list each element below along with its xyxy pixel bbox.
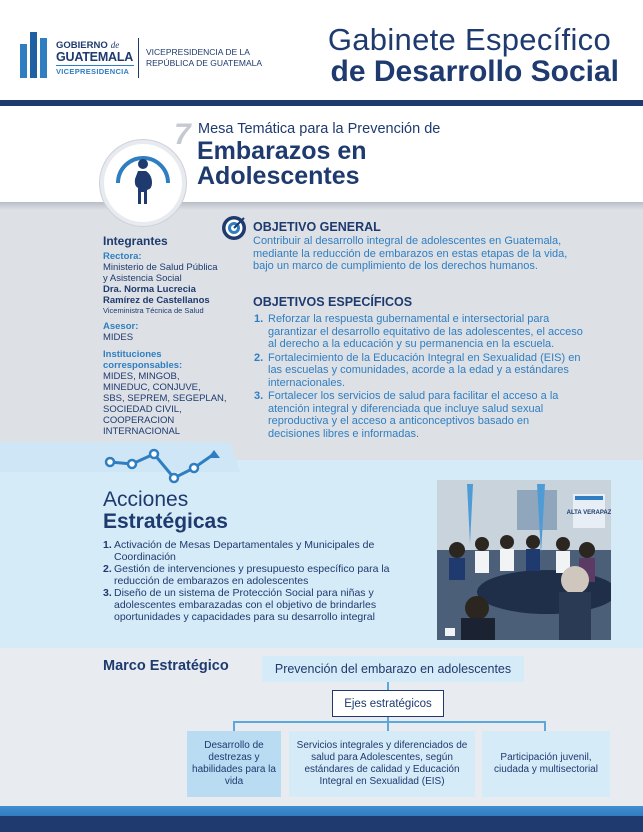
logo-de: de (110, 40, 120, 50)
topic-number: 7 (174, 118, 191, 151)
item-text: Gestión de intervenciones y presupuesto específico para la reducción de embarazos en adolescentes (114, 563, 390, 587)
list-item (254, 390, 584, 440)
government-logo (56, 40, 134, 76)
general-objective-text: Contribuir al desarrollo integral de adolescentes en Guatemala, mediante la reducción de embarazos en estas etapas de la vida, bajo un marco de cumplimiento de los derechos humanos. (253, 235, 568, 272)
institutions-line: INTERNACIONAL (103, 426, 181, 437)
vp-line2: REPÚBLICA DE GUATEMALA (146, 58, 263, 68)
actions-list (103, 539, 423, 623)
rector-role: Viceministra Técnica de Salud (103, 306, 204, 315)
actions-title-line1: Acciones (103, 488, 189, 511)
government-logo-icon (20, 32, 48, 78)
institutions-line: COOPERACION (103, 415, 175, 426)
members-heading: Integrantes (103, 234, 168, 248)
logo-divider (138, 38, 139, 78)
list-item (254, 352, 584, 390)
rector-line: Ministerio de Salud Pública (103, 262, 218, 273)
trend-chart-icon (104, 448, 224, 488)
vp-line1: VICEPRESIDENCIA DE LA (146, 47, 250, 57)
institutions-label-line: corresponsables: (103, 360, 183, 371)
logo-line3: VICEPRESIDENCIA (56, 65, 134, 76)
framework-box: Participación juvenil, ciudada y multisectorial (482, 731, 610, 797)
list-item (103, 587, 423, 623)
item-number: 1. (254, 313, 264, 325)
connector-line (233, 721, 546, 723)
topic-title (197, 139, 367, 189)
header (0, 0, 643, 103)
framework-axes: Ejes estratégicos (332, 690, 444, 717)
actions-title-line2: Estratégicas (103, 510, 228, 533)
institutions-label (103, 349, 233, 371)
rector-line: y Asistencia Social (103, 273, 182, 284)
footer-bar (0, 806, 643, 832)
advisor-value: MIDES (103, 332, 134, 343)
page-title-line2: de Desarrollo Social (330, 55, 619, 88)
framework-root: Prevención del embarazo en adolescentes (262, 656, 524, 682)
institutions-line: SOCIEDAD CIVIL, (103, 404, 182, 415)
item-number: 3. (254, 390, 264, 402)
list-item (103, 539, 423, 563)
vicepresidency-label (146, 47, 276, 69)
specific-objectives-title: OBJETIVOS ESPECÍFICOS (253, 295, 413, 309)
connector-line (233, 721, 235, 731)
framework-box: Desarrollo de destrezas y habilidades para la vida (187, 731, 281, 797)
connector-line (387, 682, 389, 690)
meeting-photo (437, 480, 611, 640)
advisor-label: Asesor: (103, 321, 139, 332)
institutions-line: MIDES, MINGOB, (103, 371, 180, 382)
list-item (103, 563, 423, 587)
institutions-line: SBS, SEPREM, SEGEPLAN, (103, 393, 227, 404)
rector-label: Rectora: (103, 251, 142, 262)
list-item (254, 313, 584, 351)
framework-box: Servicios integrales y diferenciados de salud para Adolescentes, según estándares de calidad y Educación Integral en Sexualidad (EIS) (289, 731, 475, 797)
item-text: Reforzar la respuesta gubernamental e intersectorial para garantizar el desarrollo equitativo de las adolescentes, el acceso al derecho a la educación y su permanencia en la escuela. (268, 313, 583, 350)
topic-title-line1: Embarazos en (197, 137, 367, 165)
institutions-label-line: Instituciones (103, 349, 162, 360)
rector-person-line: Ramírez de Castellanos (103, 295, 210, 306)
specific-objectives-list (254, 313, 584, 441)
institutions-line: MINEDUC, CONJUVE, (103, 382, 201, 393)
pregnant-woman-icon (100, 140, 186, 226)
item-number: 1. (103, 539, 112, 551)
item-number: 3. (103, 587, 112, 599)
item-number: 2. (103, 563, 112, 575)
photo-banner-text: ALTA VERAPAZ (566, 510, 611, 516)
item-number: 2. (254, 351, 264, 364)
logo-line2: GUATEMALA (56, 50, 134, 64)
item-text: Diseño de un sistema de Protección Social para niñas y adolescentes embarazadas con el objetivo de brindarles oportunidades y capacidades para su desarrollo integral (114, 587, 377, 623)
connector-line (544, 721, 546, 731)
rector-person-line: Dra. Norma Lucrecia (103, 284, 196, 295)
topic-title-line2: Adolescentes (197, 162, 360, 190)
page-title-line1: Gabinete Específico (327, 22, 611, 57)
framework-title: Marco Estratégico (103, 658, 229, 674)
item-text: Fortalecimiento de la Educación Integral en Sexualidad (EIS) en las escuelas y comunidades, acorde a la edad y a estándares internacionales. (268, 351, 581, 389)
connector-line (387, 721, 389, 731)
members-list (103, 234, 233, 437)
item-text: Activación de Mesas Departamentales y Municipales de Coordinación (114, 539, 375, 563)
general-objective-title: OBJETIVO GENERAL (253, 220, 381, 234)
topic-subtitle: Mesa Temática para la Prevención de (198, 121, 441, 137)
logo-line1: GOBIERNO (56, 40, 108, 51)
item-text: Fortalecer los servicios de salud para facilitar el acceso a la atención integral y diferenciada que incluye salud sexual reproductiva y el acceso a anticonceptivos basado en decisiones libres e informadas. (268, 390, 559, 440)
